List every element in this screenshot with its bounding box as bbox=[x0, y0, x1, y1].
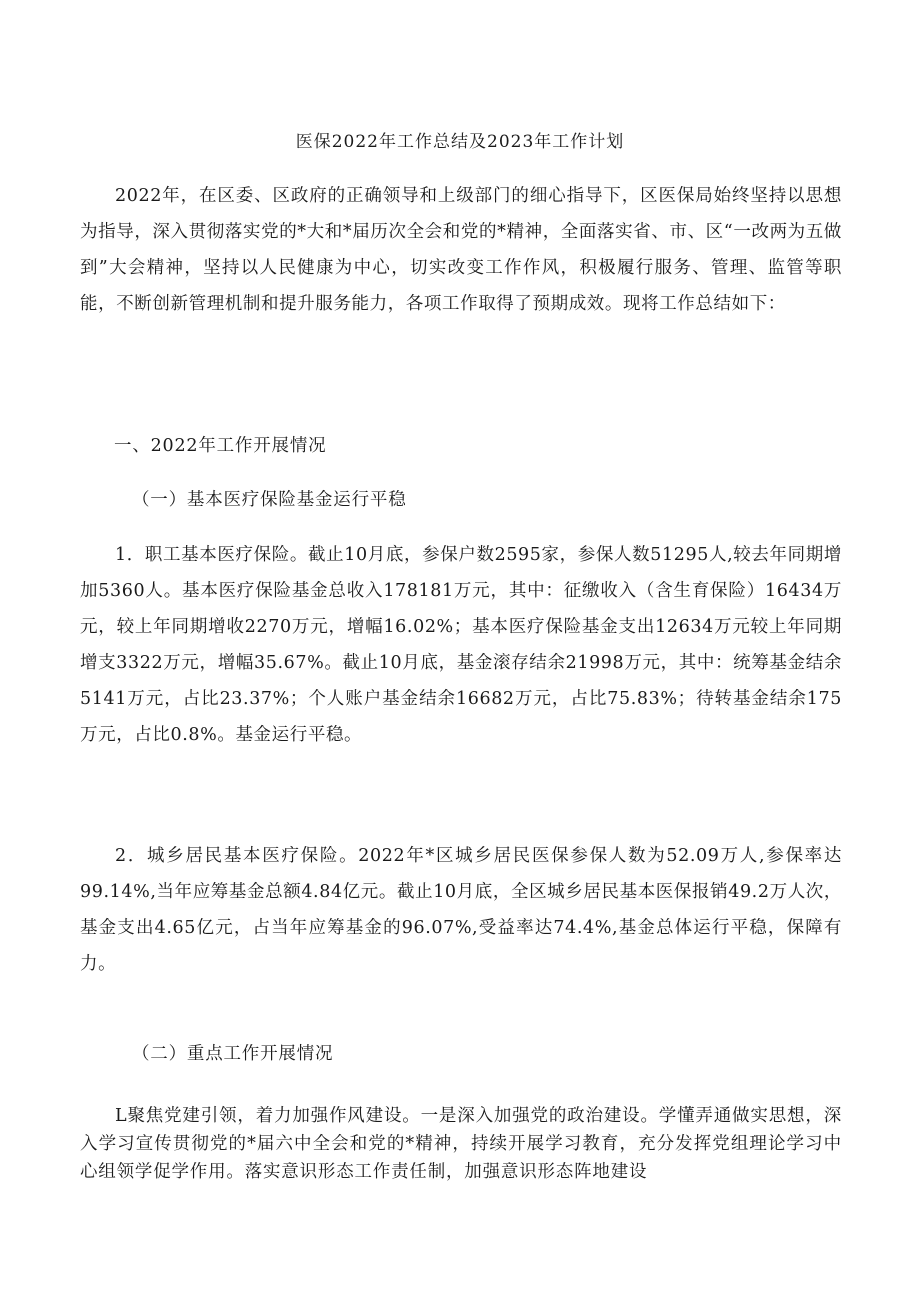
document-title: 医保2022年工作总结及2023年工作计划 bbox=[295, 132, 625, 152]
subsection-heading-2: （二）重点工作开展情况 bbox=[132, 1044, 334, 1064]
subsection-heading-1: （一）基本医疗保险基金运行平稳 bbox=[132, 490, 407, 510]
paragraph-employee-insurance: 1．职工基本医疗保险。截止10月底，参保户数2595家，参保人数51295人,较去年同期增加5360人。基本医疗保险基金总收入178181万元，其中：征缴收入（含生育保险）16434万元，较上年同期增收2270万元，增幅16.02%；基本医疗保险基金支出12634万元较上年同期增支3322万元，增幅35.67%。截止10月底，基金滚存结余21998万元，其中：统筹基金结余5141万元，占比23.37%；个人账户基金结余16682万元，占比75.83%；待转基金结余175万元，占比0.8%。基金运行平稳。 bbox=[80, 545, 842, 745]
section-heading-1: 一、2022年工作开展情况 bbox=[114, 436, 327, 456]
paragraph-party-building: L聚焦党建引领，着力加强作风建设。一是深入加强党的政治建设。学懂弄通做实思想，深入学习宣传贯彻党的*届六中全会和党的*精神，持续开展学习教育，充分发挥党组理论学习中心组领学促学作用。落实意识形态工作责任制，加强意识形态阵地建设 bbox=[80, 1106, 842, 1182]
paragraph-resident-insurance: 2．城乡居民基本医疗保险。2022年*区城乡居民医保参保人数为52.09万人,参保率达99.14%,当年应筹基金总额4.84亿元。截止10月底，全区城乡居民基本医保报销49.2万人次，基金支出4.65亿元，占当年应筹基金的96.07%,受益率达74.4%,基金总体运行平稳，保障有力。 bbox=[80, 846, 842, 974]
intro-paragraph: 2022年，在区委、区政府的正确领导和上级部门的细心指导下，区医保局始终坚持以思想为指导，深入贯彻落实党的*大和*届历次全会和党的*精神，全面落实省、市、区“一改两为五做到”大会精神，坚持以人民健康为中心，切实改变工作作风，积极履行服务、管理、监管等职能，不断创新管理机制和提升服务能力，各项工作取得了预期成效。现将工作总结如下： bbox=[80, 186, 842, 314]
